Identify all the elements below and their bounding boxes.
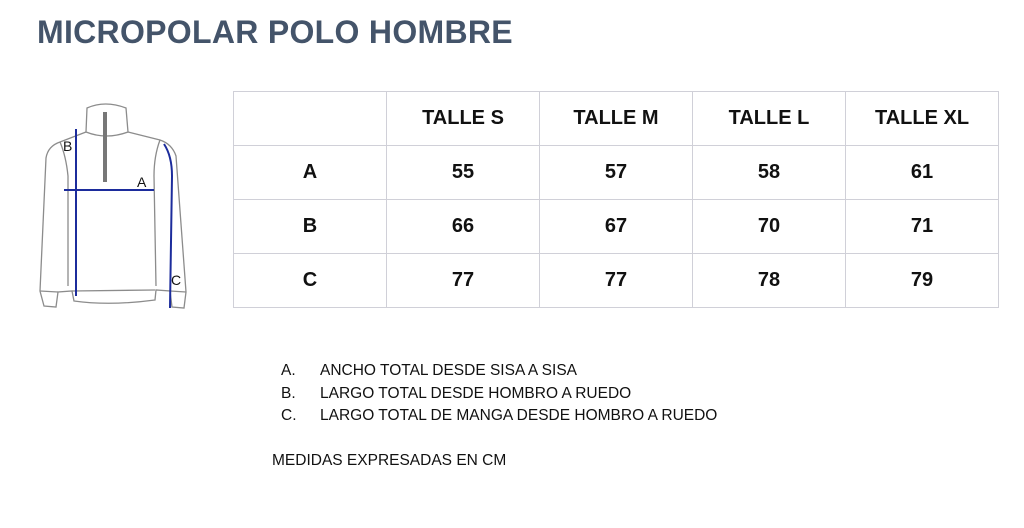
- note-letter: B.: [281, 384, 296, 402]
- size-table: [233, 91, 999, 308]
- note-text: ANCHO TOTAL DESDE SISA A SISA: [320, 362, 577, 379]
- table-row: [234, 200, 999, 254]
- row-label: A: [234, 146, 387, 200]
- table-cell: 67: [540, 200, 693, 254]
- note-letter: A.: [281, 362, 296, 379]
- note-text: LARGO TOTAL DESDE HOMBRO A RUEDO: [320, 384, 632, 402]
- page-title: MICROPOLAR POLO HOMBRE: [37, 14, 513, 50]
- label-c: C: [171, 272, 182, 288]
- column-header-m: TALLE M: [540, 92, 693, 146]
- table-cell: 79: [846, 254, 999, 308]
- units-note: MEDIDAS EXPRESADAS EN CM: [272, 452, 507, 469]
- table-cell: 66: [387, 200, 540, 254]
- measurement-notes: [281, 360, 717, 428]
- table-cell: 55: [387, 146, 540, 200]
- column-header-s: TALLE S: [387, 92, 540, 146]
- table-cell: 61: [846, 146, 999, 200]
- label-a: A: [137, 174, 147, 190]
- garment-diagram: [30, 96, 200, 321]
- note-text: LARGO TOTAL DE MANGA DESDE HOMBRO A RUEDO: [320, 407, 718, 424]
- sweater-outline: [40, 104, 186, 308]
- column-header-l: TALLE L: [693, 92, 846, 146]
- table-cell: 78: [693, 254, 846, 308]
- list-item: [281, 405, 717, 428]
- table-corner-cell: [234, 92, 387, 146]
- label-b: B: [63, 138, 73, 154]
- list-item: [281, 360, 717, 383]
- list-item: [281, 383, 717, 406]
- table-cell: 70: [693, 200, 846, 254]
- table-row: [234, 254, 999, 308]
- table-header-row: [234, 92, 999, 146]
- zipper-icon: [103, 112, 107, 182]
- table-cell: 57: [540, 146, 693, 200]
- table-cell: 77: [540, 254, 693, 308]
- table-cell: 77: [387, 254, 540, 308]
- note-letter: C.: [281, 407, 297, 424]
- row-label: C: [234, 254, 387, 308]
- row-label: B: [234, 200, 387, 254]
- column-header-xl: TALLE XL: [846, 92, 999, 146]
- table-cell: 71: [846, 200, 999, 254]
- table-cell: 58: [693, 146, 846, 200]
- table-row: [234, 146, 999, 200]
